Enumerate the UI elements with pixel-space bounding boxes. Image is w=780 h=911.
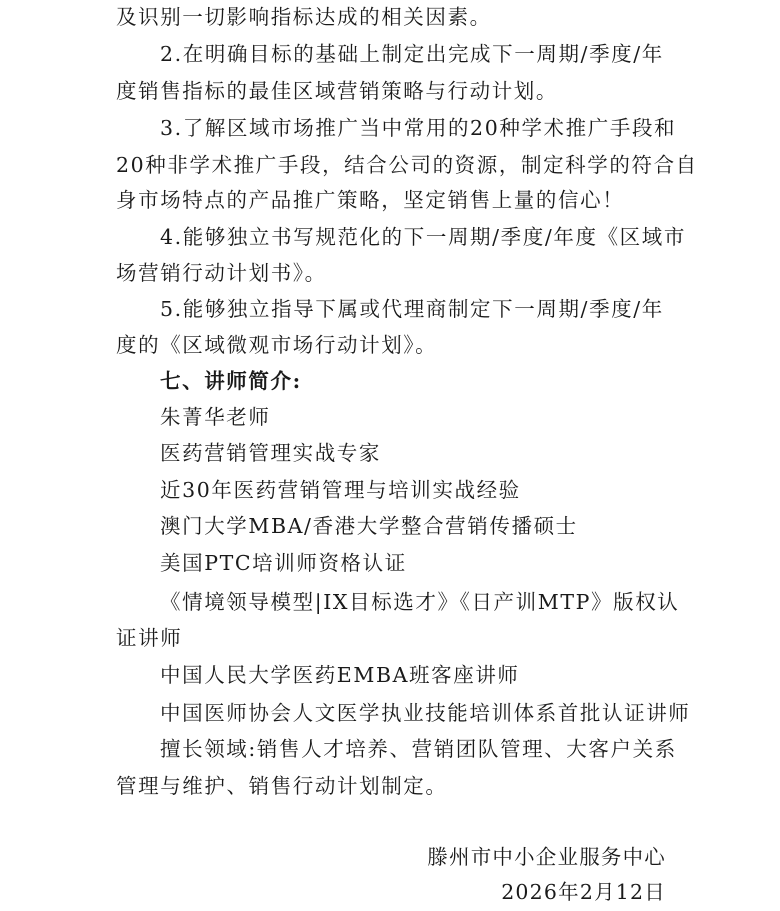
instructor-item: 中国人民大学医药EMBA班客座讲师 <box>160 663 520 687</box>
objective-2-line-1: 2.在明确目标的基础上制定出完成下一周期/季度/年 <box>160 42 664 66</box>
objective-3-line-1: 3.了解区域市场推广当中常用的20种学术推广手段和 <box>160 116 677 140</box>
instructor-expertise-line-1: 擅长领域:销售人才培养、营销团队管理、大客户关系 <box>160 737 677 761</box>
section-heading-instructor: 七、讲师简介: <box>160 369 302 393</box>
objective-3-line-2: 20种非学术推广手段，结合公司的资源，制定科学的符合自 <box>116 153 698 177</box>
instructor-item: 美国PTC培训师资格认证 <box>160 551 407 575</box>
signature-date: 2026年2月12日 <box>501 880 666 904</box>
objective-2-line-2: 度销售指标的最佳区域营销策略与行动计划。 <box>116 79 558 103</box>
instructor-expertise-line-2: 管理与维护、销售行动计划制定。 <box>116 774 448 798</box>
instructor-copyright-line-2: 证讲师 <box>116 626 183 650</box>
instructor-copyright-line-1: 《情境领导模型|IX目标选才》《日产训MTP》版权认 <box>160 590 680 614</box>
objective-5-line-1: 5.能够独立指导下属或代理商制定下一周期/季度/年 <box>160 297 664 321</box>
objective-4-line-2: 场营销行动计划书》。 <box>116 261 327 285</box>
objective-5-line-2: 度的《区域微观市场行动计划》。 <box>116 333 438 357</box>
objective-3-line-3: 身市场特点的产品推广策略，坚定销售上量的信心！ <box>116 188 625 212</box>
objective-4-line-1: 4.能够独立书写规范化的下一周期/季度/年度《区域市 <box>160 225 686 249</box>
instructor-item: 中国医师协会人文医学执业技能培训体系首批认证讲师 <box>160 701 691 725</box>
instructor-name: 朱菁华老师 <box>160 405 271 429</box>
instructor-item: 医药营销管理实战专家 <box>160 441 381 465</box>
intro-tail-text: 及识别一切影响指标达成的相关因素。 <box>116 5 492 29</box>
instructor-item: 近30年医药营销管理与培训实战经验 <box>160 478 521 502</box>
instructor-item: 澳门大学MBA/香港大学整合营销传播硕士 <box>160 514 578 538</box>
signature-organization: 滕州市中小企业服务中心 <box>427 845 666 869</box>
